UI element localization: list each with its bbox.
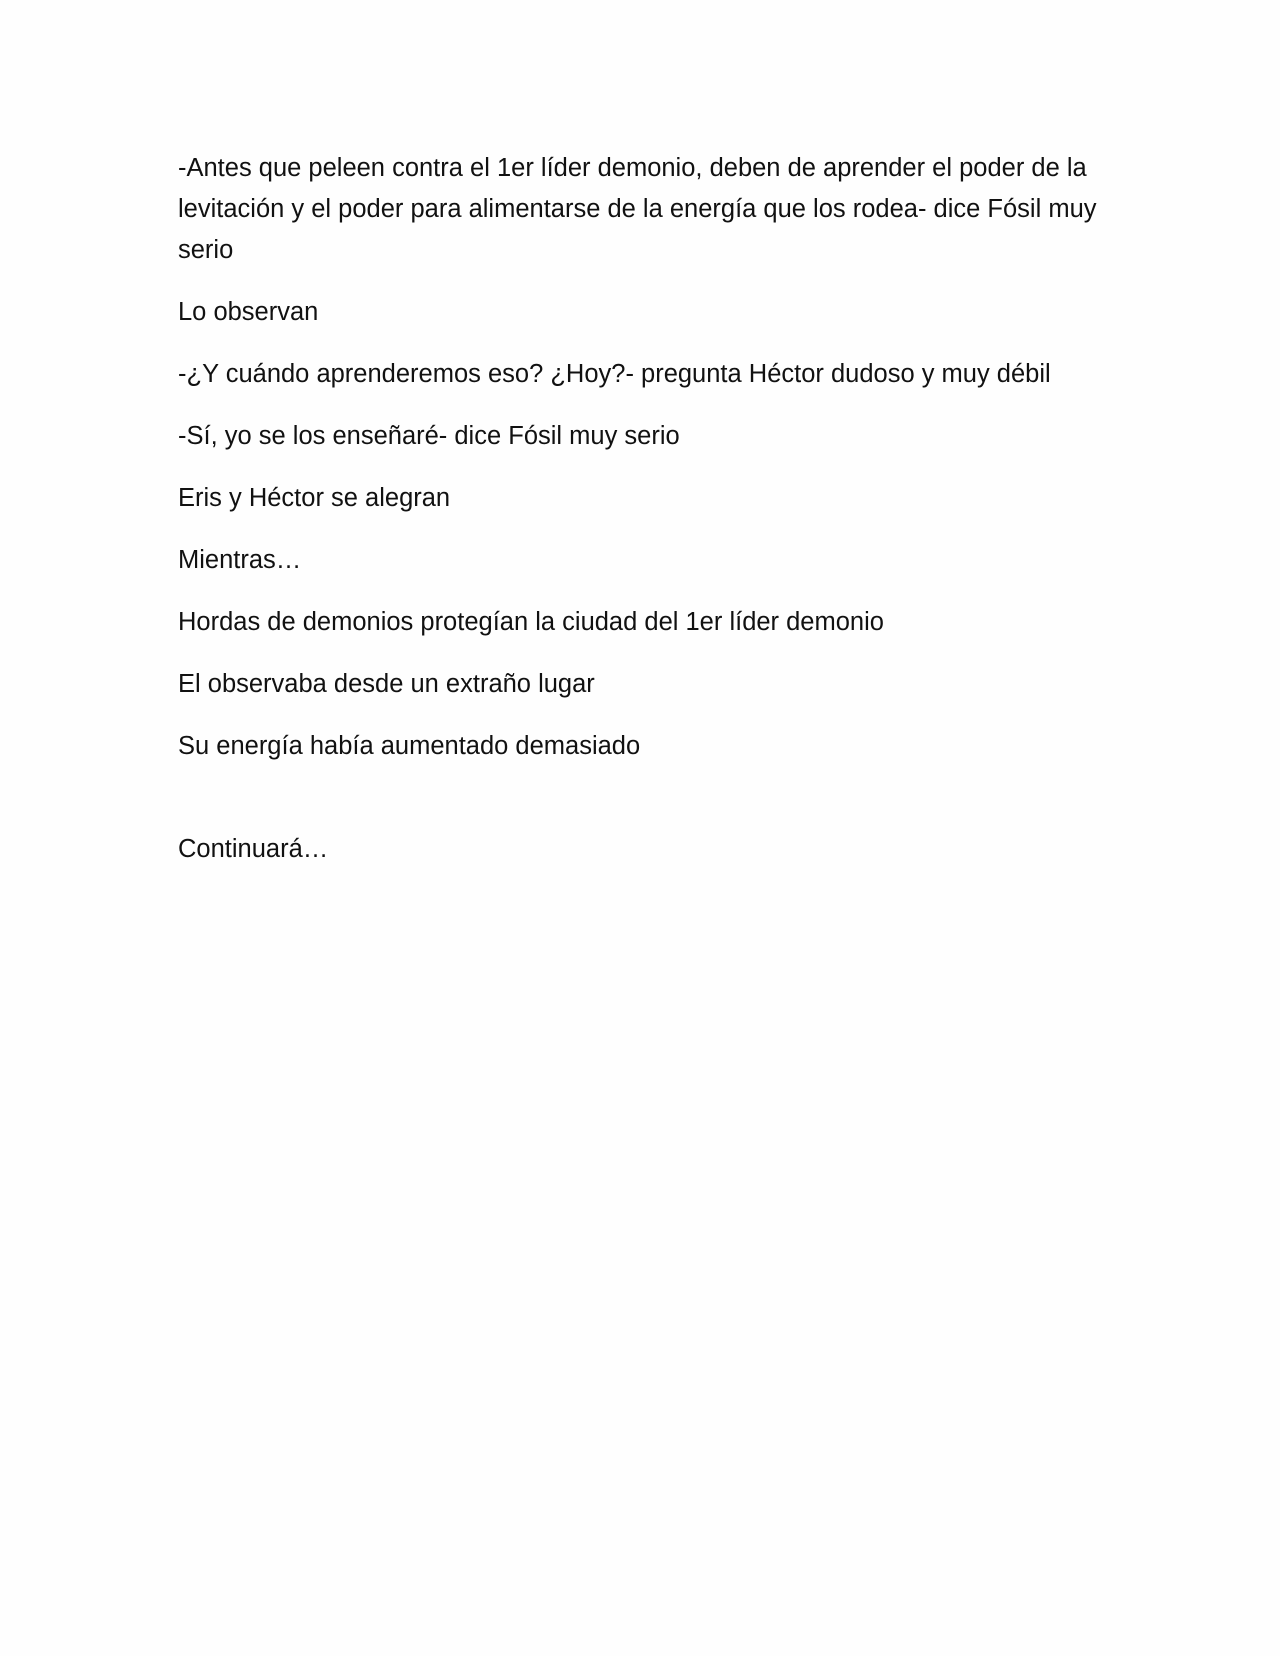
paragraph-8: El observaba desde un extraño lugar xyxy=(178,670,595,698)
paragraph-3: -¿Y cuándo aprenderemos eso? ¿Hoy?- pregunta Héctor dudoso y muy débil xyxy=(178,360,1051,388)
paragraph-5: Eris y Héctor se alegran xyxy=(178,484,451,512)
paragraph-6: Mientras… xyxy=(178,546,302,574)
paragraph-7: Hordas de demonios protegían la ciudad del 1er líder demonio xyxy=(178,608,884,636)
document-body xyxy=(178,148,1098,891)
paragraph-continued: Continuará… xyxy=(178,835,329,863)
paragraph-2: Lo observan xyxy=(178,298,319,326)
paragraph-4: -Sí, yo se los enseñaré- dice Fósil muy serio xyxy=(178,422,680,450)
paragraph-9: Su energía había aumentado demasiado xyxy=(178,732,641,760)
paragraph-1: -Antes que peleen contra el 1er líder demonio, deben de aprender el poder de la levitación y el poder para alimentarse de la energía que los rodea- dice Fósil muy serio xyxy=(178,154,1097,264)
